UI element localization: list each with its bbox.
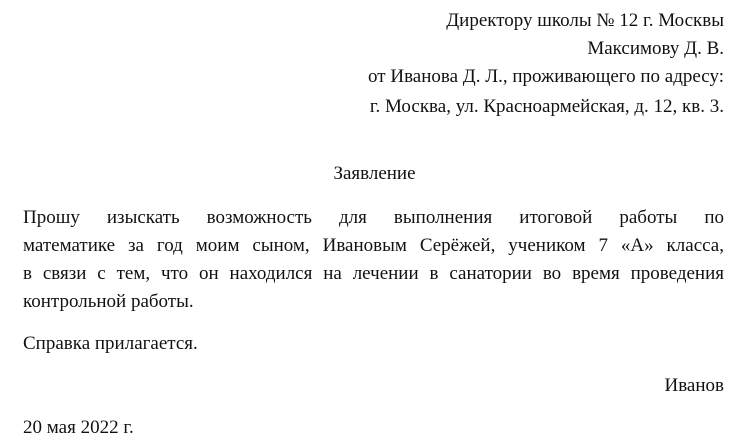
document-date: 20 мая 2022 г. [23, 417, 134, 438]
attachment-note: Справка прилагается. [23, 333, 198, 354]
body-line: математике за год моим сыном, Ивановым Серёжей, учеником 7 «А» класса, [23, 235, 724, 256]
addressee-name: Максимову Д. В. [587, 38, 724, 59]
body-line: Прошу изыскать возможность для выполнения итоговой работы по [23, 207, 724, 228]
sender-line: от Иванова Д. Л., проживающего по адресу: [368, 66, 724, 87]
sender-address: г. Москва, ул. Красноармейская, д. 12, кв. 3. [369, 96, 724, 117]
addressee-line: Директору школы № 12 г. Москвы [446, 10, 724, 31]
signature: Иванов [664, 375, 724, 396]
document-title: Заявление [333, 163, 416, 184]
body-line: контрольной работы. [23, 291, 194, 312]
body-line: в связи с тем, что он находился на лечении в санатории во время проведения [23, 263, 724, 284]
